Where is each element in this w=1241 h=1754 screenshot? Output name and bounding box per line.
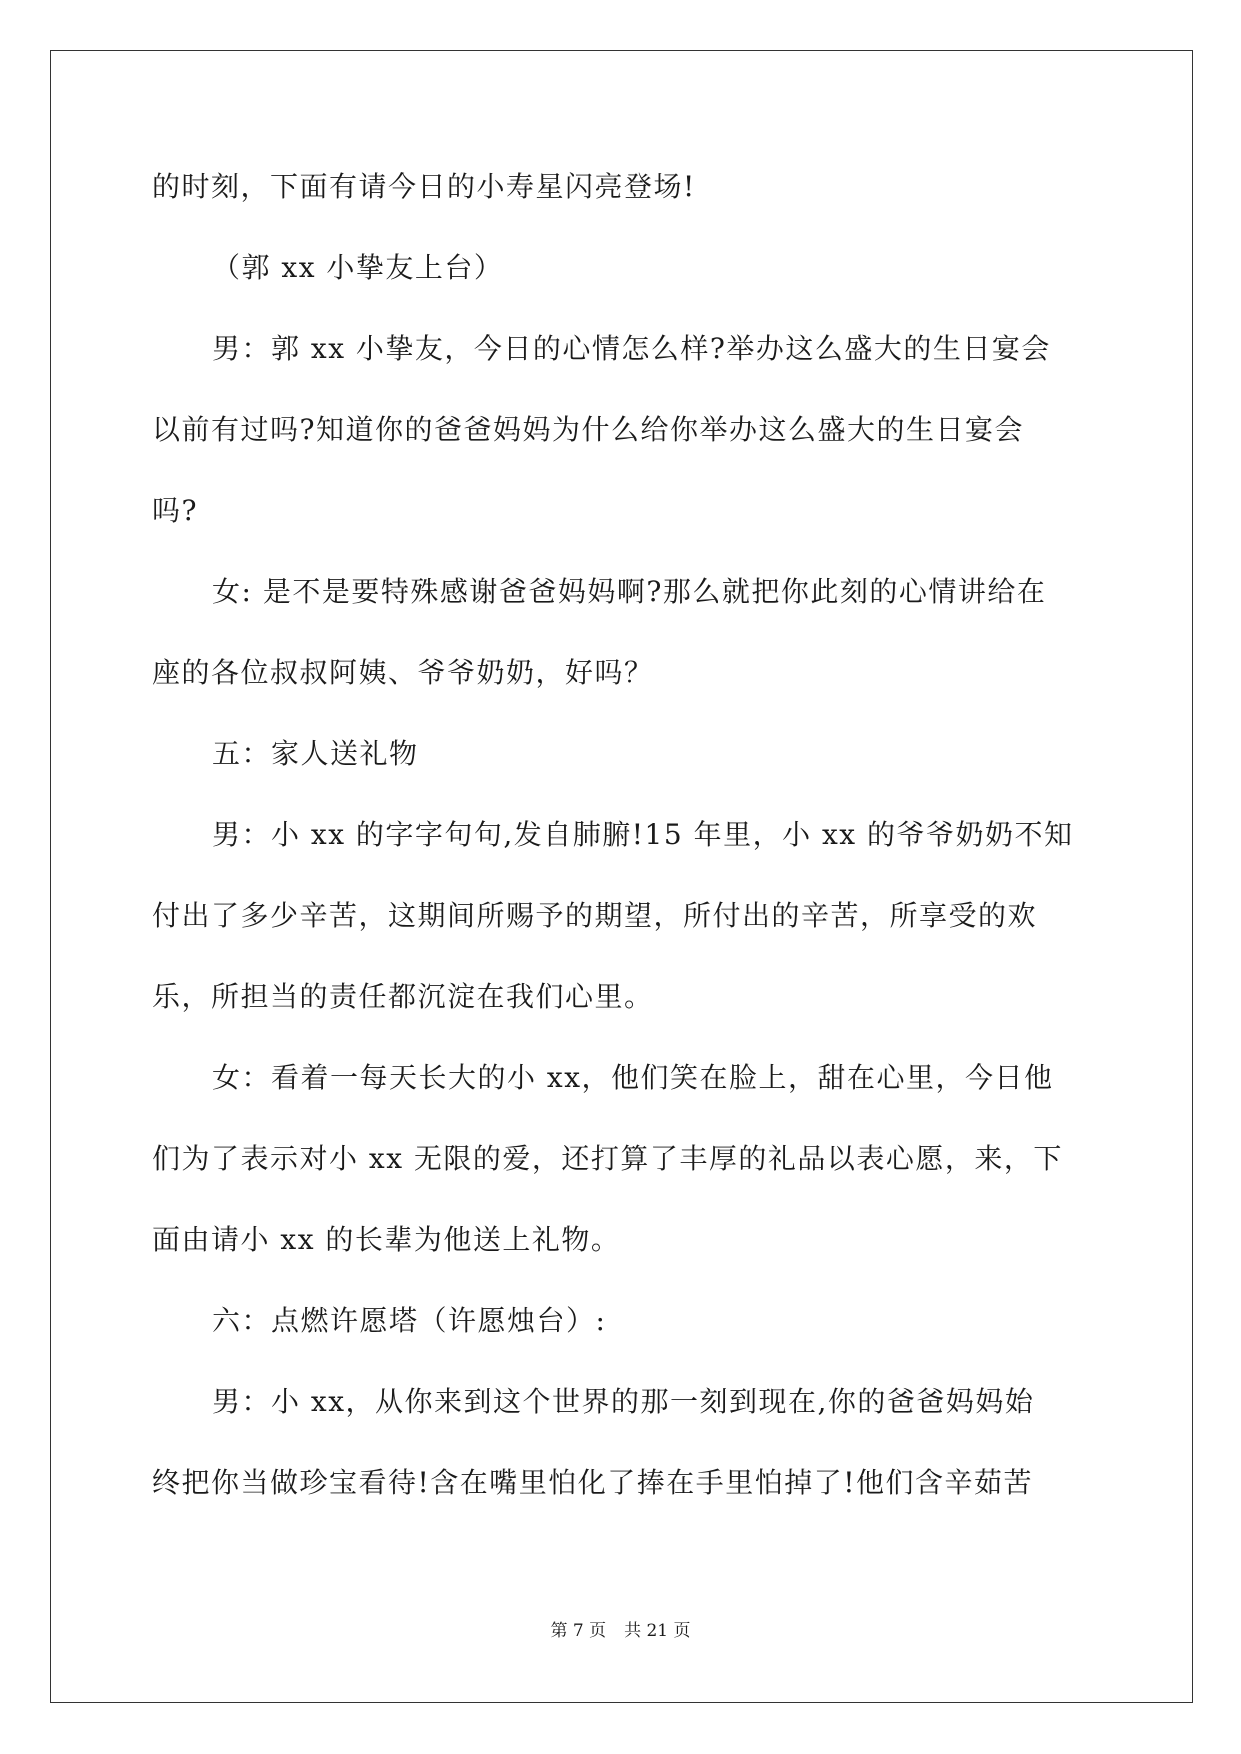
text-line: 女：看着一每天长大的小 xx，他们笑在脸上，甜在心里，今日他 <box>212 1061 1054 1094</box>
text-line: 吗? <box>152 494 199 527</box>
text-line: 女: 是不是要特殊感谢爸爸妈妈啊?那么就把你此刻的心情讲给在 <box>212 575 1047 608</box>
text-line: 的时刻，下面有请今日的小寿星闪亮登场! <box>152 170 696 203</box>
text-line: 付出了多少辛苦，这期间所赐予的期望，所付出的辛苦，所享受的欢 <box>152 899 1038 932</box>
text-line: 男：小 xx，从你来到这个世界的那一刻到现在,你的爸爸妈妈始 <box>212 1385 1035 1418</box>
page-footer <box>0 1619 1241 1643</box>
text-line: 座的各位叔叔阿姨、爷爷奶奶，好吗？ <box>152 656 654 689</box>
text-line: 面由请小 xx 的长辈为他送上礼物。 <box>152 1223 621 1256</box>
text-line: 以前有过吗?知道你的爸爸妈妈为什么给你举办这么盛大的生日宴会 <box>152 413 1025 446</box>
page-number: 第 7 页 <box>550 1621 607 1641</box>
text-line: 终把你当做珍宝看待!含在嘴里怕化了捧在手里怕掉了!他们含辛茹苦 <box>152 1466 1034 1499</box>
text-line: 男：小 xx 的字字句句,发自肺腑!15 年里，小 xx 的爷爷奶奶不知 <box>212 818 1074 851</box>
section-heading: 六：点燃许愿塔（许愿烛台）: <box>212 1304 607 1337</box>
text-line: 们为了表示对小 xx 无限的爱，还打算了丰厚的礼品以表心愿，来，下 <box>152 1142 1063 1175</box>
page-total: 共 21 页 <box>624 1621 691 1641</box>
section-heading: 五：家人送礼物 <box>212 737 419 770</box>
text-line: （郭 xx 小挚友上台） <box>212 251 504 284</box>
text-line: 乐，所担当的责任都沉淀在我们心里。 <box>152 980 654 1013</box>
text-line: 男：郭 xx 小挚友，今日的心情怎么样?举办这么盛大的生日宴会 <box>212 332 1051 365</box>
document-body <box>152 162 1088 1539</box>
